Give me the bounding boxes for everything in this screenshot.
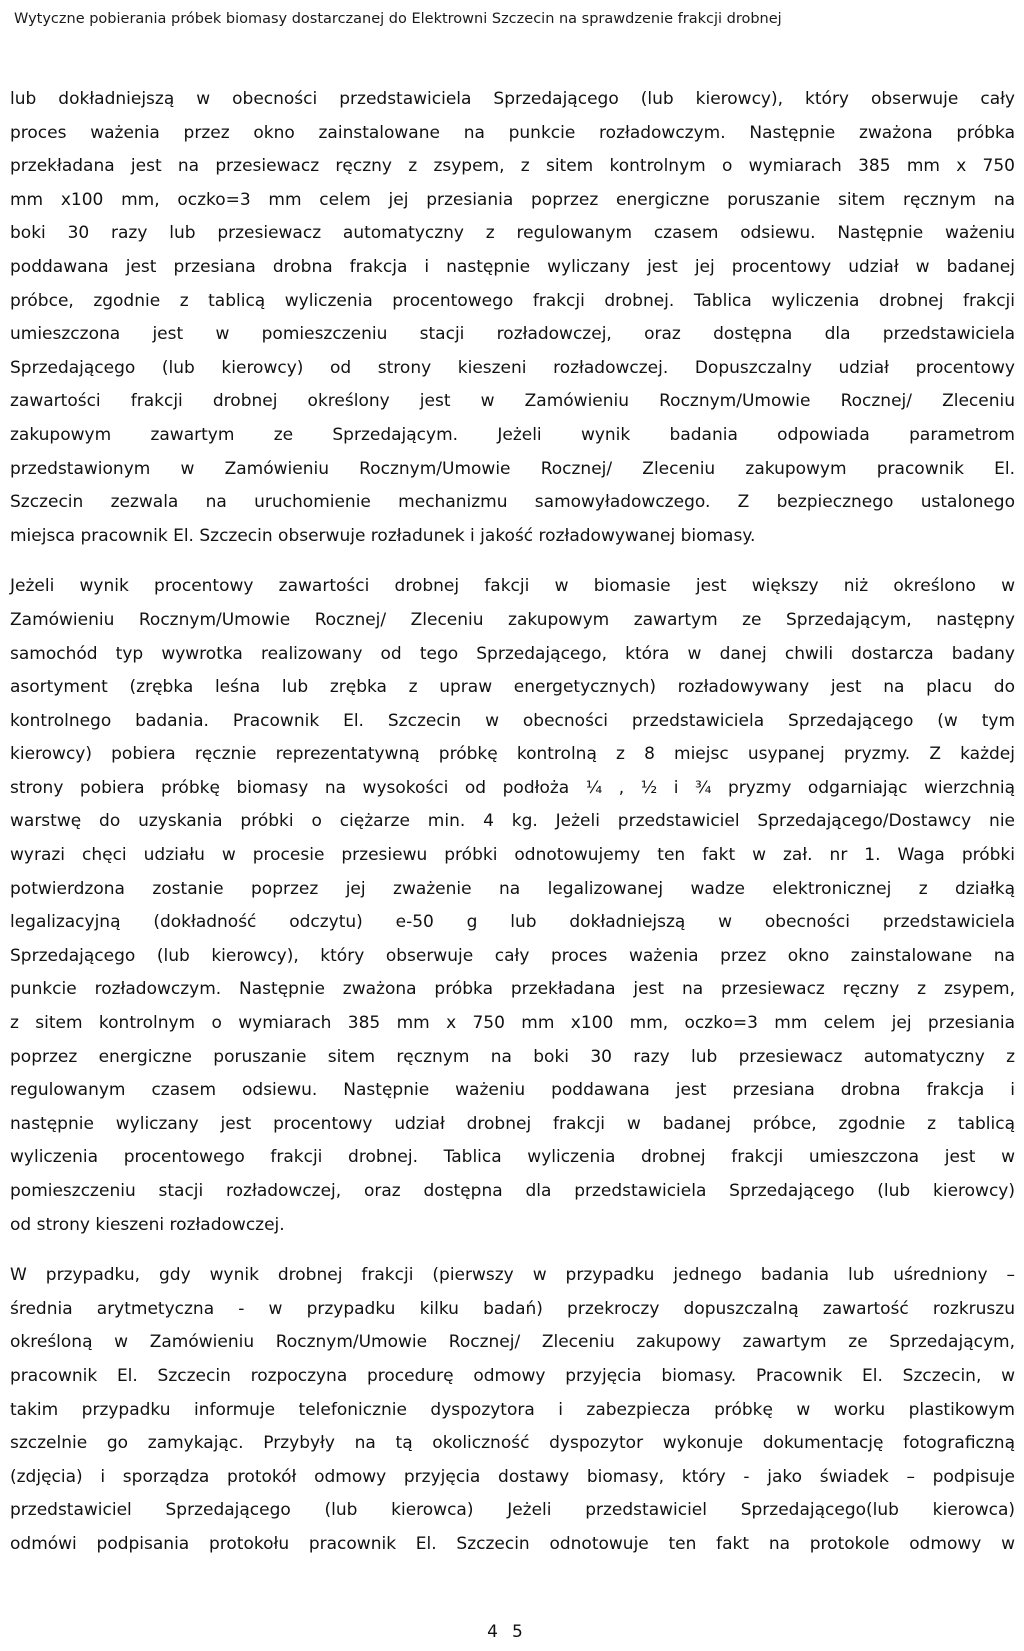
text-line: wyrazi chęci udziału w procesie przesiewu próbki odnotowujemy ten fakt w zał. nr 1. Waga próbki [10,845,1015,866]
text-line: asortyment (zrębka leśna lub zrębka z upraw energetycznych) rozładowywany jest na placu do [10,677,1015,698]
text-line: od strony kieszeni rozładowczej. [10,1214,285,1235]
text-line: potwierdzona zostanie poprzez jej zważenie na legalizowanej wadze elektronicznej z działką [10,878,1015,899]
text-line: średnia arytmetyczna - w przypadku kilku badań) przekroczy dopuszczalną zawartość rozkruszu [10,1298,1015,1319]
text-line: przedstawiciel Sprzedającego (lub kierowca) Jeżeli przedstawiciel Sprzedającego(lub kierowca) [10,1500,1015,1521]
text-line: lub dokładniejszą w obecności przedstawiciela Sprzedającego (lub kierowcy), który obserwuje cały [10,89,1015,109]
text-line: próbce, zgodnie z tablicą wyliczenia procentowego frakcji drobnej. Tablica wyliczenia drobnej frakcji [10,290,1015,311]
text-line: pracownik El. Szczecin rozpoczyna procedurę odmowy przyjęcia biomasy. Pracownik El. Szczecin, w [10,1365,1015,1386]
text-line: regulowanym czasem odsiewu. Następnie ważeniu poddawana jest przesiana drobna frakcja i [10,1080,1015,1101]
text-line: samochód typ wywrotka realizowany od tego Sprzedającego, która w danej chwili dostarcza badany [10,643,1015,664]
text-line: poddawana jest przesiana drobna frakcja i następnie wyliczany jest jej procentowy udział w badanej [10,256,1015,277]
text-line: szczelnie go zamykając. Przybyły na tą okoliczność dyspozytor wykonuje dokumentację fotograficzną [10,1433,1015,1454]
text-line: Sprzedającego (lub kierowcy) od strony kieszeni rozładowczej. Dopuszczalny udział procentowy [10,357,1015,378]
text-line: miejsca pracownik El. Szczecin obserwuje rozładunek i jakość rozładowywanej biomasy. [10,525,756,546]
text-line: z sitem kontrolnym o wymiarach 385 mm x 750 mm x100 mm, oczko=3 mm celem jej przesiania [10,1013,1015,1034]
text-line: W przypadku, gdy wynik drobnej frakcji (pierwszy w przypadku jednego badania lub uśredniony – [10,1265,1015,1286]
text-line: poprzez energiczne poruszanie sitem ręcznym na boki 30 razy lub przesiewacz automatyczny z [10,1046,1015,1067]
text-line: punkcie rozładowczym. Następnie zważona próbka przekładana jest na przesiewacz ręczny z zsypem, [10,979,1015,1000]
text-line: mm x100 mm, oczko=3 mm celem jej przesiania poprzez energiczne poruszanie sitem ręcznym na [10,189,1015,210]
text-line: umieszczona jest w pomieszczeniu stacji rozładowczej, oraz dostępna dla przedstawiciela [10,324,1015,345]
text-line: Zamówieniu Rocznym/Umowie Rocznej/ Zleceniu zakupowym zawartym ze Sprzedającym, następny [10,609,1015,630]
paragraph-3 [10,1259,1015,1561]
text-line: boki 30 razy lub przesiewacz automatyczny z regulowanym czasem odsiewu. Następnie ważeniu [10,223,1015,244]
text-line: określoną w Zamówieniu Rocznym/Umowie Rocznej/ Zleceniu zakupowy zawartym ze Sprzedającym, [10,1332,1015,1353]
text-line: (zdjęcia) i sporządza protokół odmowy przyjęcia dostawy biomasy, który - jako świadek – podpisuje [10,1466,1015,1487]
paragraph-gap [10,553,1015,570]
text-line: przekładana jest na przesiewacz ręczny z zsypem, z sitem kontrolnym o wymiarach 385 mm x 750 [10,156,1015,177]
text-line: zawartości frakcji drobnej określony jest w Zamówieniu Rocznym/Umowie Rocznej/ Zleceniu [10,391,1015,412]
running-header: Wytyczne pobierania próbek biomasy dostarczanej do Elektrowni Szczecin na sprawdzenie frakcji drobnej [14,11,782,27]
text-line: zakupowym zawartym ze Sprzedającym. Jeżeli wynik badania odpowiada parametrom [10,424,1015,445]
text-line: Sprzedającego (lub kierowcy), który obserwuje cały proces ważenia przez okno zainstalowane na [10,945,1015,966]
text-line: odmówi podpisania protokołu pracownik El. Szczecin odnotowuje ten fakt na protokole odmowy w [10,1533,1015,1554]
text-line: Jeżeli wynik procentowy zawartości drobnej fakcji w biomasie jest większy niż określono w [10,576,1015,597]
text-line: następnie wyliczany jest procentowy udział drobnej frakcji w badanej próbce, zgodnie z tablicą [10,1113,1015,1134]
text-line: legalizacyjną (dokładność odczytu) e-50 g lub dokładniejszą w obecności przedstawiciela [10,912,1015,933]
paragraph-2 [10,570,1015,1242]
text-line: kierowcy) pobiera ręcznie reprezentatywną próbkę kontrolną z 8 miejsc usypanej pryzmy. Z każdej [10,744,1015,765]
text-line: strony pobiera próbkę biomasy na wysokości od podłoża ¼ , ½ i ¾ pryzmy odgarniając wierzchnią [10,777,1015,798]
page-number: 45 [487,1622,537,1642]
text-line: Szczecin zezwala na uruchomienie mechanizmu samowyładowczego. Z bezpiecznego ustalonego [10,492,1015,513]
text-line: takim przypadku informuje telefonicznie dyspozytora i zabezpiecza próbkę w worku plastikowym [10,1399,1015,1420]
paragraph-1 [10,83,1015,553]
paragraph-gap [10,1242,1015,1259]
text-line: wyliczenia procentowego frakcji drobnej. Tablica wyliczenia drobnej frakcji umieszczona jest w [10,1147,1015,1168]
text-line: warstwę do uzyskania próbki o ciężarze min. 4 kg. Jeżeli przedstawiciel Sprzedającego/Dostawcy nie [10,811,1015,832]
text-line: pomieszczeniu stacji rozładowczej, oraz dostępna dla przedstawiciela Sprzedającego (lub kierowcy) [10,1181,1015,1201]
text-line: kontrolnego badania. Pracownik El. Szczecin w obecności przedstawiciela Sprzedającego (w tym [10,710,1015,731]
body-text [10,83,1015,1562]
text-line: przedstawionym w Zamówieniu Rocznym/Umowie Rocznej/ Zleceniu zakupowym pracownik El. [10,458,1015,479]
text-line: proces ważenia przez okno zainstalowane na punkcie rozładowczym. Następnie zważona próbka [10,122,1015,143]
